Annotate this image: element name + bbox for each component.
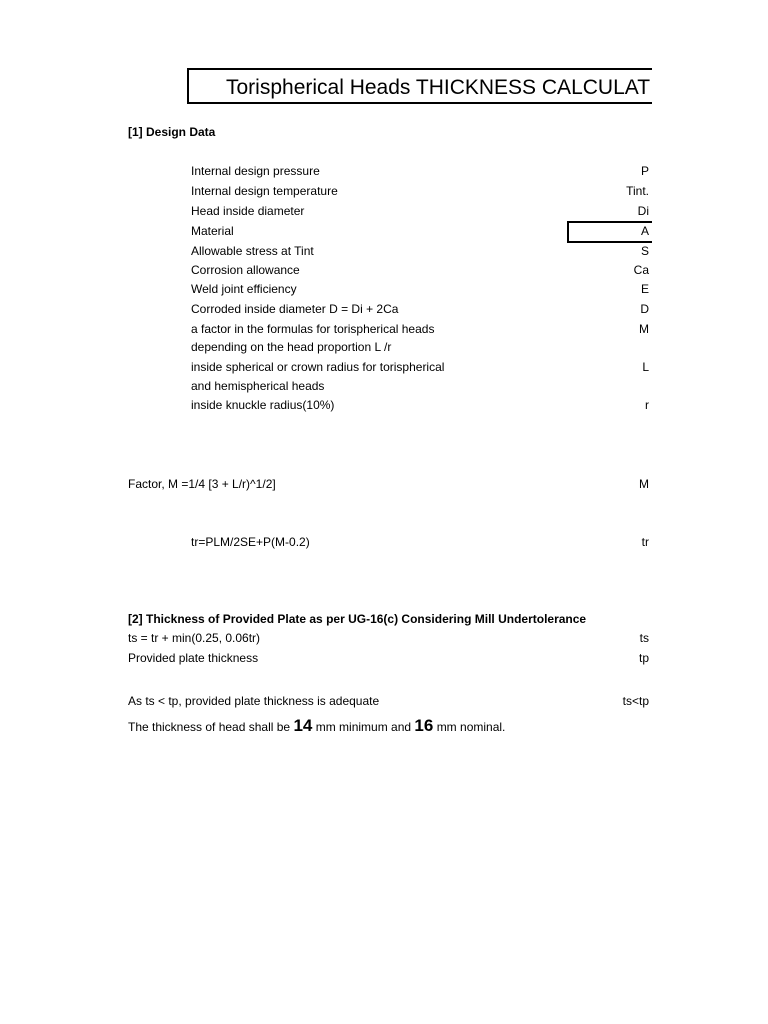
design-row-symbol: S bbox=[640, 244, 649, 258]
page-title: Torispherical Heads THICKNESS CALCULAT bbox=[226, 76, 651, 99]
design-row-label: Allowable stress at Tint bbox=[191, 244, 314, 258]
factor-label: Factor, M =1/4 [3 + L/r)^1/2] bbox=[128, 477, 276, 491]
design-row-label: Corrosion allowance bbox=[191, 263, 300, 277]
design-row-symbol: L bbox=[642, 360, 649, 374]
design-row-label: inside spherical or crown radius for torispherical bbox=[191, 360, 445, 374]
design-row-label: Internal design pressure bbox=[191, 164, 320, 178]
tr-formula-label: tr=PLM/2SE+P(M-0.2) bbox=[191, 535, 310, 549]
design-row-symbol: r bbox=[645, 398, 649, 412]
tp-symbol: tp bbox=[638, 651, 649, 665]
design-row-label: Weld joint efficiency bbox=[191, 282, 297, 296]
design-row-symbol: E bbox=[640, 282, 649, 296]
check-symbol: ts<tp bbox=[622, 694, 649, 708]
tr-symbol: tr bbox=[641, 535, 649, 549]
design-row-label: inside knuckle radius(10%) bbox=[191, 398, 335, 412]
design-row-label: Internal design temperature bbox=[191, 184, 338, 198]
title-box bbox=[187, 68, 662, 104]
design-row-symbol: Tint. bbox=[626, 184, 649, 198]
ts-formula-label: ts = tr + min(0.25, 0.06tr) bbox=[128, 631, 261, 645]
design-row-label: Material bbox=[191, 224, 234, 238]
ts-symbol: ts bbox=[639, 631, 649, 645]
section1-heading: [1] Design Data bbox=[128, 125, 216, 139]
conclusion-part1: The thickness of head shall be bbox=[128, 720, 291, 734]
factor-symbol: M bbox=[639, 477, 649, 491]
design-row-label: a factor in the formulas for torispherical heads bbox=[191, 322, 435, 336]
design-row-symbol: Di bbox=[637, 204, 649, 218]
design-row-label: depending on the head proportion L /r bbox=[191, 340, 392, 354]
page-right-clip bbox=[652, 0, 768, 1024]
design-row-symbol: Ca bbox=[633, 263, 649, 277]
design-row-symbol: P bbox=[640, 164, 649, 178]
min-thickness-value: 14 bbox=[293, 716, 313, 735]
design-row-symbol: M bbox=[639, 322, 649, 336]
design-row-label: and hemispherical heads bbox=[191, 379, 325, 393]
design-row-label: Corroded inside diameter D = Di + 2Ca bbox=[191, 302, 399, 316]
check-label: As ts < tp, provided plate thickness is adequate bbox=[128, 694, 380, 708]
nominal-thickness-value: 16 bbox=[414, 716, 434, 735]
conclusion-part3: mm nominal. bbox=[436, 720, 506, 734]
conclusion-part2: mm minimum and bbox=[315, 720, 412, 734]
section2-heading: [2] Thickness of Provided Plate as per UG-16(c) Considering Mill Undertolerance bbox=[128, 612, 587, 626]
design-row-symbol: D bbox=[640, 302, 649, 316]
tp-label: Provided plate thickness bbox=[128, 651, 259, 665]
design-row-label: Head inside diameter bbox=[191, 204, 305, 218]
design-row-symbol: A bbox=[640, 224, 649, 238]
conclusion-line bbox=[128, 716, 505, 737]
